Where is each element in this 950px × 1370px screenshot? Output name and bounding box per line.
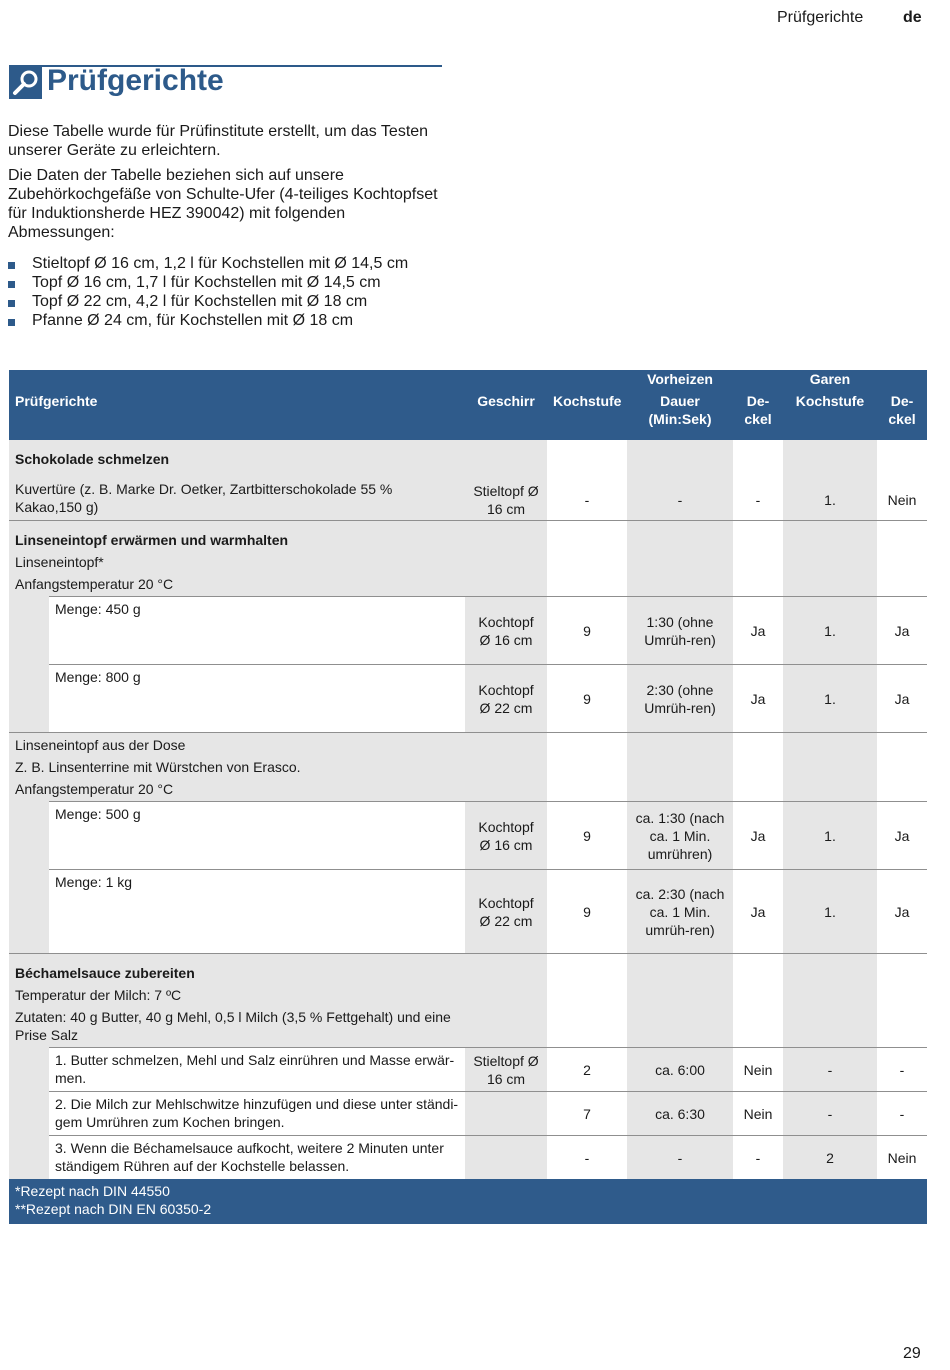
magnifier-icon [9,66,42,99]
step-label: 3. Wenn die Béchamelsauce aufkocht, weitere 2 Minuten unter ständigem Rühren auf der Kochstelle belassen. [49,1136,465,1180]
table-row [9,1048,927,1092]
cookware-cell [465,1092,547,1136]
cook-lid-cell: Ja [877,802,927,870]
column-header-dish: Prüfgerichte [9,392,465,440]
list-item: Topf Ø 16 cm, 1,7 l für Kochstellen mit Ø 14,5 cm [8,273,448,292]
table-row [9,802,927,870]
table-row [9,733,927,755]
table-row [9,954,927,983]
cook-lid-cell: Nein [877,1136,927,1180]
cook-lid-cell: Ja [877,870,927,954]
row-description: Anfangstemperatur 20 °C [9,571,465,597]
power-level-cell: 9 [547,665,627,733]
cook-lid-cell: - [877,1048,927,1092]
cook-lid-cell: - [877,1092,927,1136]
quantity-label: Menge: 800 g [49,665,465,733]
table-row [9,1004,927,1048]
footnote: *Rezept nach DIN 44550 [9,1179,927,1200]
lid-cell: Nein [733,1092,783,1136]
cook-lid-cell: Nein [877,480,927,521]
table-row [9,597,927,665]
power-level-cell: 9 [547,802,627,870]
duration-cell: 2:30 (ohne Umrüh-ren) [627,665,733,733]
lid-cell: Nein [733,1048,783,1092]
power-level-cell: 9 [547,597,627,665]
row-description: Temperatur der Milch: 7 ºC [9,982,465,1004]
cookware-cell: Stieltopf Ø 16 cm [465,1048,547,1092]
table-row [9,982,927,1004]
row-description: Linseneintopf aus der Dose [9,733,465,755]
column-header-power-level: Kochstufe [547,392,627,440]
bullet-square-icon [8,262,15,269]
footnote: **Rezept nach DIN EN 60350-2 [9,1200,927,1224]
quantity-label: Menge: 1 kg [49,870,465,954]
intro-paragraph-1: Diese Tabelle wurde für Prüfinstitute erstellt, um das Testen unserer Geräte zu erleichtern. [8,123,429,159]
lid-cell: Ja [733,665,783,733]
cookware-cell: Stieltopf Ø 16 cm [465,480,547,521]
column-header-cook-lid: De-ckel [877,392,927,440]
row-description: Z. B. Linsenterrine mit Würstchen von Erasco. [9,754,465,776]
table-row [9,754,927,776]
duration-cell: 1:30 (ohne Umrüh-ren) [627,597,733,665]
step-label: 1. Butter schmelzen, Mehl und Salz einrühren und Masse erwär-men. [49,1048,465,1092]
lid-cell: Ja [733,870,783,954]
row-description: Anfangstemperatur 20 °C [9,776,465,802]
lid-cell: - [733,1136,783,1180]
table-row [9,870,927,954]
cook-power-level-cell: 2 [783,1136,877,1180]
section-title: Béchamelsauce zubereiten [15,965,195,981]
section-title: Linseneintopf erwärmen und warmhalten [15,532,289,548]
power-level-cell: 9 [547,870,627,954]
table-row [9,1092,927,1136]
table-footnote-row [9,1200,927,1224]
column-header-lid: De-ckel [733,392,783,440]
step-label: 2. Die Milch zur Mehlschwitze hinzufügen und diese unter ständi-gem Umrühren zum Kochen bringen. [49,1092,465,1136]
column-header-duration: Dauer (Min:Sek) [627,392,733,440]
cook-lid-cell: Ja [877,597,927,665]
cookware-cell: Kochtopf Ø 16 cm [465,597,547,665]
running-header-language: de [903,9,922,26]
cook-power-level-cell: 1. [783,802,877,870]
cookware-cell [465,1136,547,1180]
table-header-groups [9,370,927,392]
duration-cell: - [627,1136,733,1180]
cook-power-level-cell: 1. [783,665,877,733]
cook-power-level-cell: 1. [783,870,877,954]
power-level-cell: 2 [547,1048,627,1092]
bullet-square-icon [8,281,15,288]
lid-cell: Ja [733,597,783,665]
cook-power-level-cell: 1. [783,480,877,521]
list-item: Stieltopf Ø 16 cm, 1,2 l für Kochstellen mit Ø 14,5 cm [8,254,448,273]
duration-cell: ca. 1:30 (nach ca. 1 Min. umrühren) [627,802,733,870]
row-description: Zutaten: 40 g Butter, 40 g Mehl, 0,5 l Milch (3,5 % Fettgehalt) und eine Prise Salz [9,1004,465,1048]
page-number: 29 [903,1345,921,1362]
power-level-cell: - [547,480,627,521]
intro-paragraph-2: Die Daten der Tabelle beziehen sich auf unsere Zubehörkochgefäße von Schulte-Ufer (4-teiliges Kochtopfset für Induktionsherde HEZ 390042) mit folgenden Abmessungen: [8,167,438,241]
cook-power-level-cell: 1. [783,597,877,665]
cookware-cell: Kochtopf Ø 16 cm [465,802,547,870]
table-header-columns [9,392,927,440]
column-header-cook-power-level: Kochstufe [783,392,877,440]
quantity-label: Menge: 500 g [49,802,465,870]
group-header-garen: Garen [783,370,877,392]
bullet-square-icon [8,319,15,326]
quantity-label: Menge: 450 g [49,597,465,665]
duration-cell: - [627,480,733,521]
section-title: Schokolade schmelzen [15,451,170,467]
cookware-cell: Kochtopf Ø 22 cm [465,870,547,954]
column-header-cookware: Geschirr [465,392,547,440]
list-item: Pfanne Ø 24 cm, für Kochstellen mit Ø 18 cm [8,311,448,330]
power-level-cell: 7 [547,1092,627,1136]
cook-lid-cell: Ja [877,665,927,733]
group-header-vorheizen: Vorheizen [627,370,733,392]
table-row [9,571,927,597]
duration-cell: ca. 6:30 [627,1092,733,1136]
cook-power-level-cell: - [783,1092,877,1136]
list-item: Topf Ø 22 cm, 4,2 l für Kochstellen mit Ø 18 cm [8,292,448,311]
cook-power-level-cell: - [783,1048,877,1092]
row-description: Kuvertüre (z. B. Marke Dr. Oetker, Zartbitterschokolade 55 % Kakao,150 g) [9,480,465,521]
row-description: Linseneintopf* [9,549,465,571]
duration-cell: ca. 2:30 (nach ca. 1 Min. umrüh-ren) [627,870,733,954]
test-dishes-table [9,370,927,1224]
table-row [9,521,927,550]
table-footnote-row [9,1179,927,1200]
table-row [9,480,927,521]
table-row [9,440,927,480]
lid-cell: Ja [733,802,783,870]
table-row [9,665,927,733]
table-row [9,1136,927,1180]
power-level-cell: - [547,1136,627,1180]
lid-cell: - [733,480,783,521]
table-row [9,549,927,571]
page-title: Prüfgerichte [47,64,224,97]
cookware-cell: Kochtopf Ø 22 cm [465,665,547,733]
bullet-square-icon [8,300,15,307]
table-row [9,776,927,802]
duration-cell: ca. 6:00 [627,1048,733,1092]
cookware-list [8,254,448,330]
running-header-section: Prüfgerichte [777,9,864,26]
